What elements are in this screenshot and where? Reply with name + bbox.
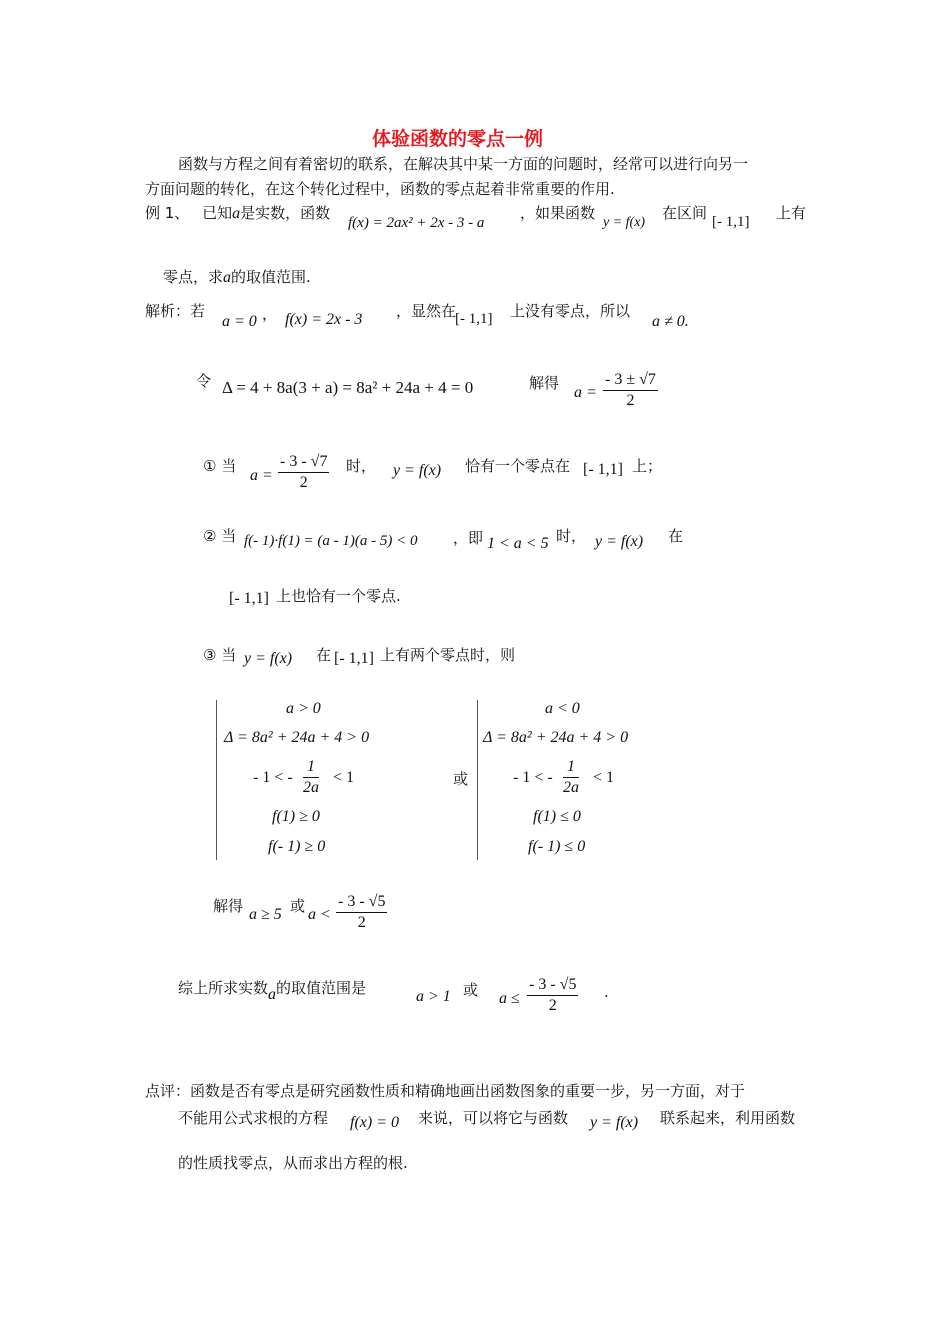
review-text: 不能用公式求根的方程 — [178, 1109, 329, 1127]
conclusion-denominator: 2 — [548, 997, 557, 1014]
system2-brace — [477, 700, 486, 860]
example-text: 上有 — [776, 204, 807, 222]
case1-numerator: - 3 - √7 — [278, 452, 329, 473]
root-lhs: a = — [574, 384, 597, 401]
case1-fraction — [278, 452, 329, 493]
sol-a-neq-0: a ≠ 0. — [652, 313, 689, 330]
case3-interval: [- 1,1] — [334, 650, 374, 667]
review-line-3: 的性质找零点，从而求出方程的根. — [178, 1154, 408, 1172]
case2-zai: 在 — [668, 527, 684, 545]
system1-brace — [216, 700, 225, 860]
example-yfx: y = f(x) — [603, 215, 646, 230]
sol-a-equals-0: a = 0 — [222, 313, 257, 330]
sol-comma: ， — [262, 305, 278, 323]
case2-label: ② 当 — [203, 527, 237, 545]
sys2-line-3b: < 1 — [593, 769, 615, 786]
var-a: a — [223, 269, 232, 286]
example-text: 是实数，函数 — [240, 204, 331, 222]
case2-expression: f(- 1)·f(1) = (a - 1)(a - 5) < 0 — [244, 533, 418, 549]
conclusion-a1: a > 1 — [416, 988, 451, 1005]
case2-range: 1 < a < 5 — [487, 535, 549, 552]
sys1-frac-den: 2a — [303, 779, 319, 796]
or-text: 或 — [453, 770, 469, 788]
example-line-2 — [163, 266, 311, 287]
result-fraction — [336, 892, 387, 933]
conclusion-fraction — [527, 975, 578, 1016]
case1-lhs: a = — [250, 467, 273, 484]
sys2-line-4: f(1) ≤ 0 — [533, 808, 581, 825]
var-a: a — [232, 205, 241, 222]
review-text: 来说，可以将它与函数 — [418, 1109, 569, 1127]
case1-text: 恰有一个零点在 — [465, 457, 571, 475]
example-line-1 — [145, 202, 330, 223]
example-interval: [- 1,1] — [712, 214, 750, 230]
sys1-line-3b: < 1 — [333, 769, 355, 786]
page-title: 体验函数的零点一例 — [372, 128, 544, 150]
case2-yfx: y = f(x) — [595, 533, 644, 550]
review-line-1: 点评：函数是否有零点是研究函数性质和精确地画出函数图象的重要一步，另一方面，对于 — [145, 1082, 746, 1100]
sys1-fraction — [303, 757, 319, 798]
review-yfx: y = f(x) — [590, 1114, 639, 1131]
example-function: f(x) = 2ax² + 2x - 3 - a — [348, 215, 485, 231]
root-fraction — [603, 370, 658, 411]
example-label: 例 1、 — [145, 204, 190, 222]
conclusion-text: 综上所求实数 — [178, 979, 269, 997]
intro-line-2: 方面问题的转化，在这个转化过程中，函数的零点起着非常重要的作用. — [145, 180, 615, 198]
conclusion-huo: 或 — [463, 981, 479, 999]
result-huo: 或 — [290, 897, 306, 915]
root-numerator: - 3 ± √7 — [603, 370, 658, 391]
result-a1: a ≥ 5 — [249, 906, 282, 923]
sol-text: 上没有零点，所以 — [510, 302, 631, 320]
var-a: a — [268, 986, 277, 1003]
solution-label: 解析：若 — [145, 302, 206, 320]
case3-label: ③ 当 — [203, 646, 237, 664]
sys2-line-1: a < 0 — [545, 700, 580, 717]
case1-yfx: y = f(x) — [393, 462, 442, 479]
case2-text: 上也恰有一个零点. — [276, 587, 401, 605]
conclusion-a2: a ≤ — [499, 990, 520, 1007]
sys1-line-5: f(- 1) ≥ 0 — [268, 838, 326, 855]
result-denominator: 2 — [357, 914, 366, 931]
jiede-text: 解得 — [529, 374, 560, 392]
sys1-line-2: Δ = 8a² + 24a + 4 > 0 — [224, 729, 370, 746]
sol-text: ，显然在 — [396, 302, 457, 320]
conclusion-text: 的取值范围是 — [276, 979, 367, 997]
case3-yfx: y = f(x) — [244, 650, 293, 667]
delta-equation: Δ = 4 + 8a(3 + a) = 8a² + 24a + 4 = 0 — [222, 378, 474, 397]
review-text: 联系起来，利用函数 — [660, 1109, 796, 1127]
sys1-frac-num: 1 — [303, 757, 319, 778]
sys1-line-1: a > 0 — [286, 700, 321, 717]
example-text: 已知 — [202, 204, 233, 222]
result-jiede: 解得 — [213, 897, 244, 915]
case1-denominator: 2 — [299, 474, 308, 491]
sys1-line-3a: - 1 < - — [253, 769, 293, 786]
sys2-frac-num: 1 — [563, 757, 579, 778]
case3-text: 上有两个零点时，则 — [380, 646, 516, 664]
case1-interval: [- 1,1] — [583, 461, 623, 478]
sys2-line-3a: - 1 < - — [513, 769, 553, 786]
sol-function: f(x) = 2x - 3 — [285, 311, 363, 328]
sol-interval: [- 1,1] — [455, 311, 493, 327]
example-text: 零点，求 — [163, 268, 224, 286]
case2-shi: 时， — [556, 527, 587, 545]
review-equation: f(x) = 0 — [350, 1114, 399, 1131]
example-text: ，如果函数 — [520, 204, 596, 222]
intro-line-1: 函数与方程之间有着密切的联系，在解决其中某一方面的问题时，经常可以进行向另一 — [178, 155, 749, 173]
case3-zai: 在 — [316, 646, 332, 664]
result-a2: a < — [308, 906, 331, 923]
result-numerator: - 3 - √5 — [336, 892, 387, 913]
conclusion-line — [178, 977, 367, 1003]
case1-shi: 时， — [346, 457, 377, 475]
case1-end: 上； — [632, 457, 663, 475]
sys2-line-2: Δ = 8a² + 24a + 4 > 0 — [483, 729, 629, 746]
case2-ji: ，即 — [453, 529, 484, 547]
case2-interval: [- 1,1] — [229, 590, 269, 607]
root-denominator: 2 — [626, 392, 635, 409]
case1-label: ① 当 — [203, 457, 237, 475]
example-text: 的取值范围. — [231, 268, 311, 286]
sys2-line-5: f(- 1) ≤ 0 — [528, 838, 586, 855]
sys2-frac-den: 2a — [563, 779, 579, 796]
example-text: 在区间 — [662, 204, 708, 222]
conclusion-end: . — [604, 983, 609, 1001]
sys2-fraction — [563, 757, 579, 798]
conclusion-numerator: - 3 - √5 — [527, 975, 578, 996]
ling-text: 令 — [196, 372, 212, 390]
sys1-line-4: f(1) ≥ 0 — [272, 808, 320, 825]
